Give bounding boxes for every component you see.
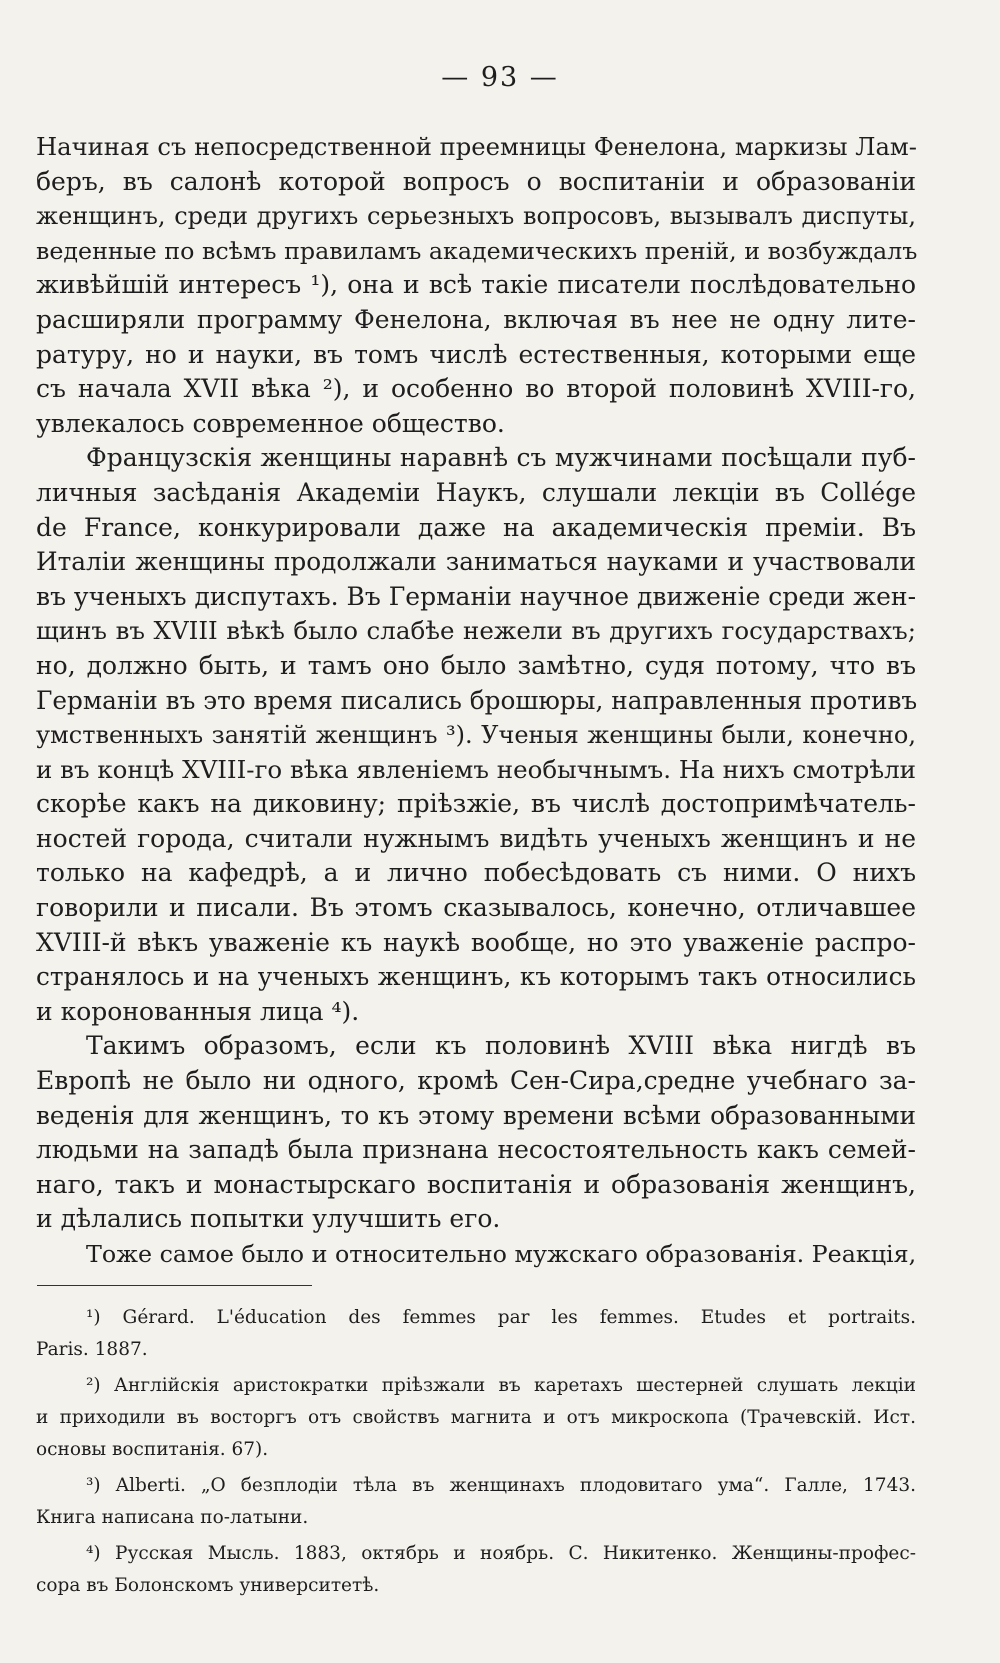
text-line: расширяли программу Фенелона, включая въ нее не одну лите- — [36, 304, 916, 334]
footnote-line: ²) Англійскія аристократки пріѣзжали въ каретахъ шестерней слушать лекціи — [86, 1375, 916, 1396]
text-line: въ ученыхъ диспутахъ. Въ Германіи научное движеніе среди жен- — [36, 581, 917, 611]
text-line: de France, конкурировали даже на академическія преміи. Въ — [36, 512, 916, 542]
text-line: людьми на западѣ была признана несостоятельность какъ семей- — [36, 1135, 916, 1165]
text-line: женщинъ, среди другихъ серьезныхъ вопросовъ, вызывалъ диспуты, — [36, 202, 916, 231]
text-line: Европѣ не было ни одного, кромѣ Сен-Сира,средне учебнаго за- — [36, 1066, 916, 1096]
text-line: веденія для женщинъ, то къ этому времени всѣми образованными — [36, 1100, 916, 1130]
text-line: веденные по всѣмъ правиламъ академическихъ преній, и возбуждалъ — [36, 236, 918, 265]
text-line: беръ, въ салонѣ которой вопросъ о воспитаніи и образованіи — [36, 166, 916, 196]
text-line: и въ концѣ XVIII-го вѣка явленіемъ необычнымъ. На нихъ смотрѣли — [36, 754, 916, 784]
text-line: ратуру, но и науки, въ томъ числѣ естественныя, которыми еще — [36, 339, 916, 369]
text-line: умственныхъ занятій женщинъ ³). Ученыя женщины были, конечно, — [36, 721, 916, 750]
footnote-line: сора въ Болонскомъ университетѣ. — [36, 1575, 380, 1596]
footnote — [36, 1470, 916, 1534]
text-line: странялось и на ученыхъ женщинъ, къ которымъ такъ относились — [36, 962, 916, 992]
text-line: наго, такъ и монастырскаго воспитанія и образованія женщинъ, — [36, 1169, 916, 1199]
text-line: Италіи женщины продолжали заниматься науками и участвовали — [36, 547, 916, 577]
text-line: личныя засѣданія Академіи Наукъ, слушали лекціи въ Collége — [36, 477, 916, 507]
text-line: и коронованныя лица ⁴). — [36, 996, 360, 1026]
footnote-line: Книга написана по-латыни. — [36, 1507, 309, 1528]
text-line: скорѣе какъ на диковину; пріѣзжіе, въ числѣ достопримѣчатель- — [36, 789, 916, 819]
footnote-line: ³) Alberti. „О безплодіи тѣла въ женщинахъ плодовитаго ума“. Галле, 1743. — [86, 1475, 916, 1496]
body-text — [36, 130, 916, 1272]
text-line: и дѣлались попытки улучшить его. — [36, 1204, 501, 1234]
footnotes — [36, 1302, 916, 1606]
text-line: XVIII-й вѣкъ уваженіе къ наукѣ вообще, но это уваженіе распро- — [36, 927, 916, 957]
text-line: только на кафедрѣ, а и лично побесѣдовать съ ними. О нихъ — [36, 858, 916, 888]
text-line: Французскія женщины наравнѣ съ мужчинами посѣщали пуб- — [86, 443, 916, 473]
footnote-line: и приходили въ восторгъ отъ свойствъ магнита и отъ микроскопа (Трачевскій. Ист. — [36, 1407, 916, 1428]
text-line: Германіи въ это время писались брошюры, направленныя противъ — [36, 685, 918, 715]
text-line: живѣйшій интересъ ¹), она и всѣ такіе писатели послѣдовательно — [36, 270, 916, 300]
text-line: съ начала XVII вѣка ²), и особенно во второй половинѣ XVIII-го, — [36, 374, 916, 404]
footnote — [36, 1370, 916, 1466]
text-line: Начиная съ непосредственной преемницы Фенелона, маркизы Лам- — [36, 132, 917, 161]
footnote — [36, 1538, 916, 1602]
footnote-line: Paris. 1887. — [36, 1339, 148, 1360]
page-number: — 93 — — [441, 62, 559, 93]
text-line: щинъ въ XVIII вѣкѣ было слабѣе нежели въ другихъ государствахъ; — [36, 616, 916, 646]
footnote — [36, 1302, 916, 1366]
text-line: но, должно быть, и тамъ оно было замѣтно, судя потому, что въ — [36, 650, 916, 680]
text-line: Тоже самое было и относительно мужскаго образованія. Реакція, — [86, 1240, 917, 1268]
footnote-divider — [37, 1285, 312, 1286]
footnote-line: основы воспитанія. 67). — [36, 1439, 269, 1460]
text-line: увлекалось современное общество. — [36, 408, 505, 438]
text-line: ностей города, считали нужнымъ видѣть ученыхъ женщинъ и не — [36, 823, 916, 853]
footnote-line: ⁴) Русская Мысль. 1883, октябрь и ноябрь. С. Никитенко. Женщины-профес- — [86, 1543, 916, 1564]
text-line: говорили и писали. Въ этомъ сказывалось, конечно, отличавшее — [36, 893, 916, 923]
text-line: Такимъ образомъ, если къ половинѣ XVIII вѣка нигдѣ въ — [86, 1031, 916, 1061]
footnote-line: ¹) Gérard. L'éducation des femmes par les femmes. Etudes et portraits. — [86, 1307, 916, 1328]
